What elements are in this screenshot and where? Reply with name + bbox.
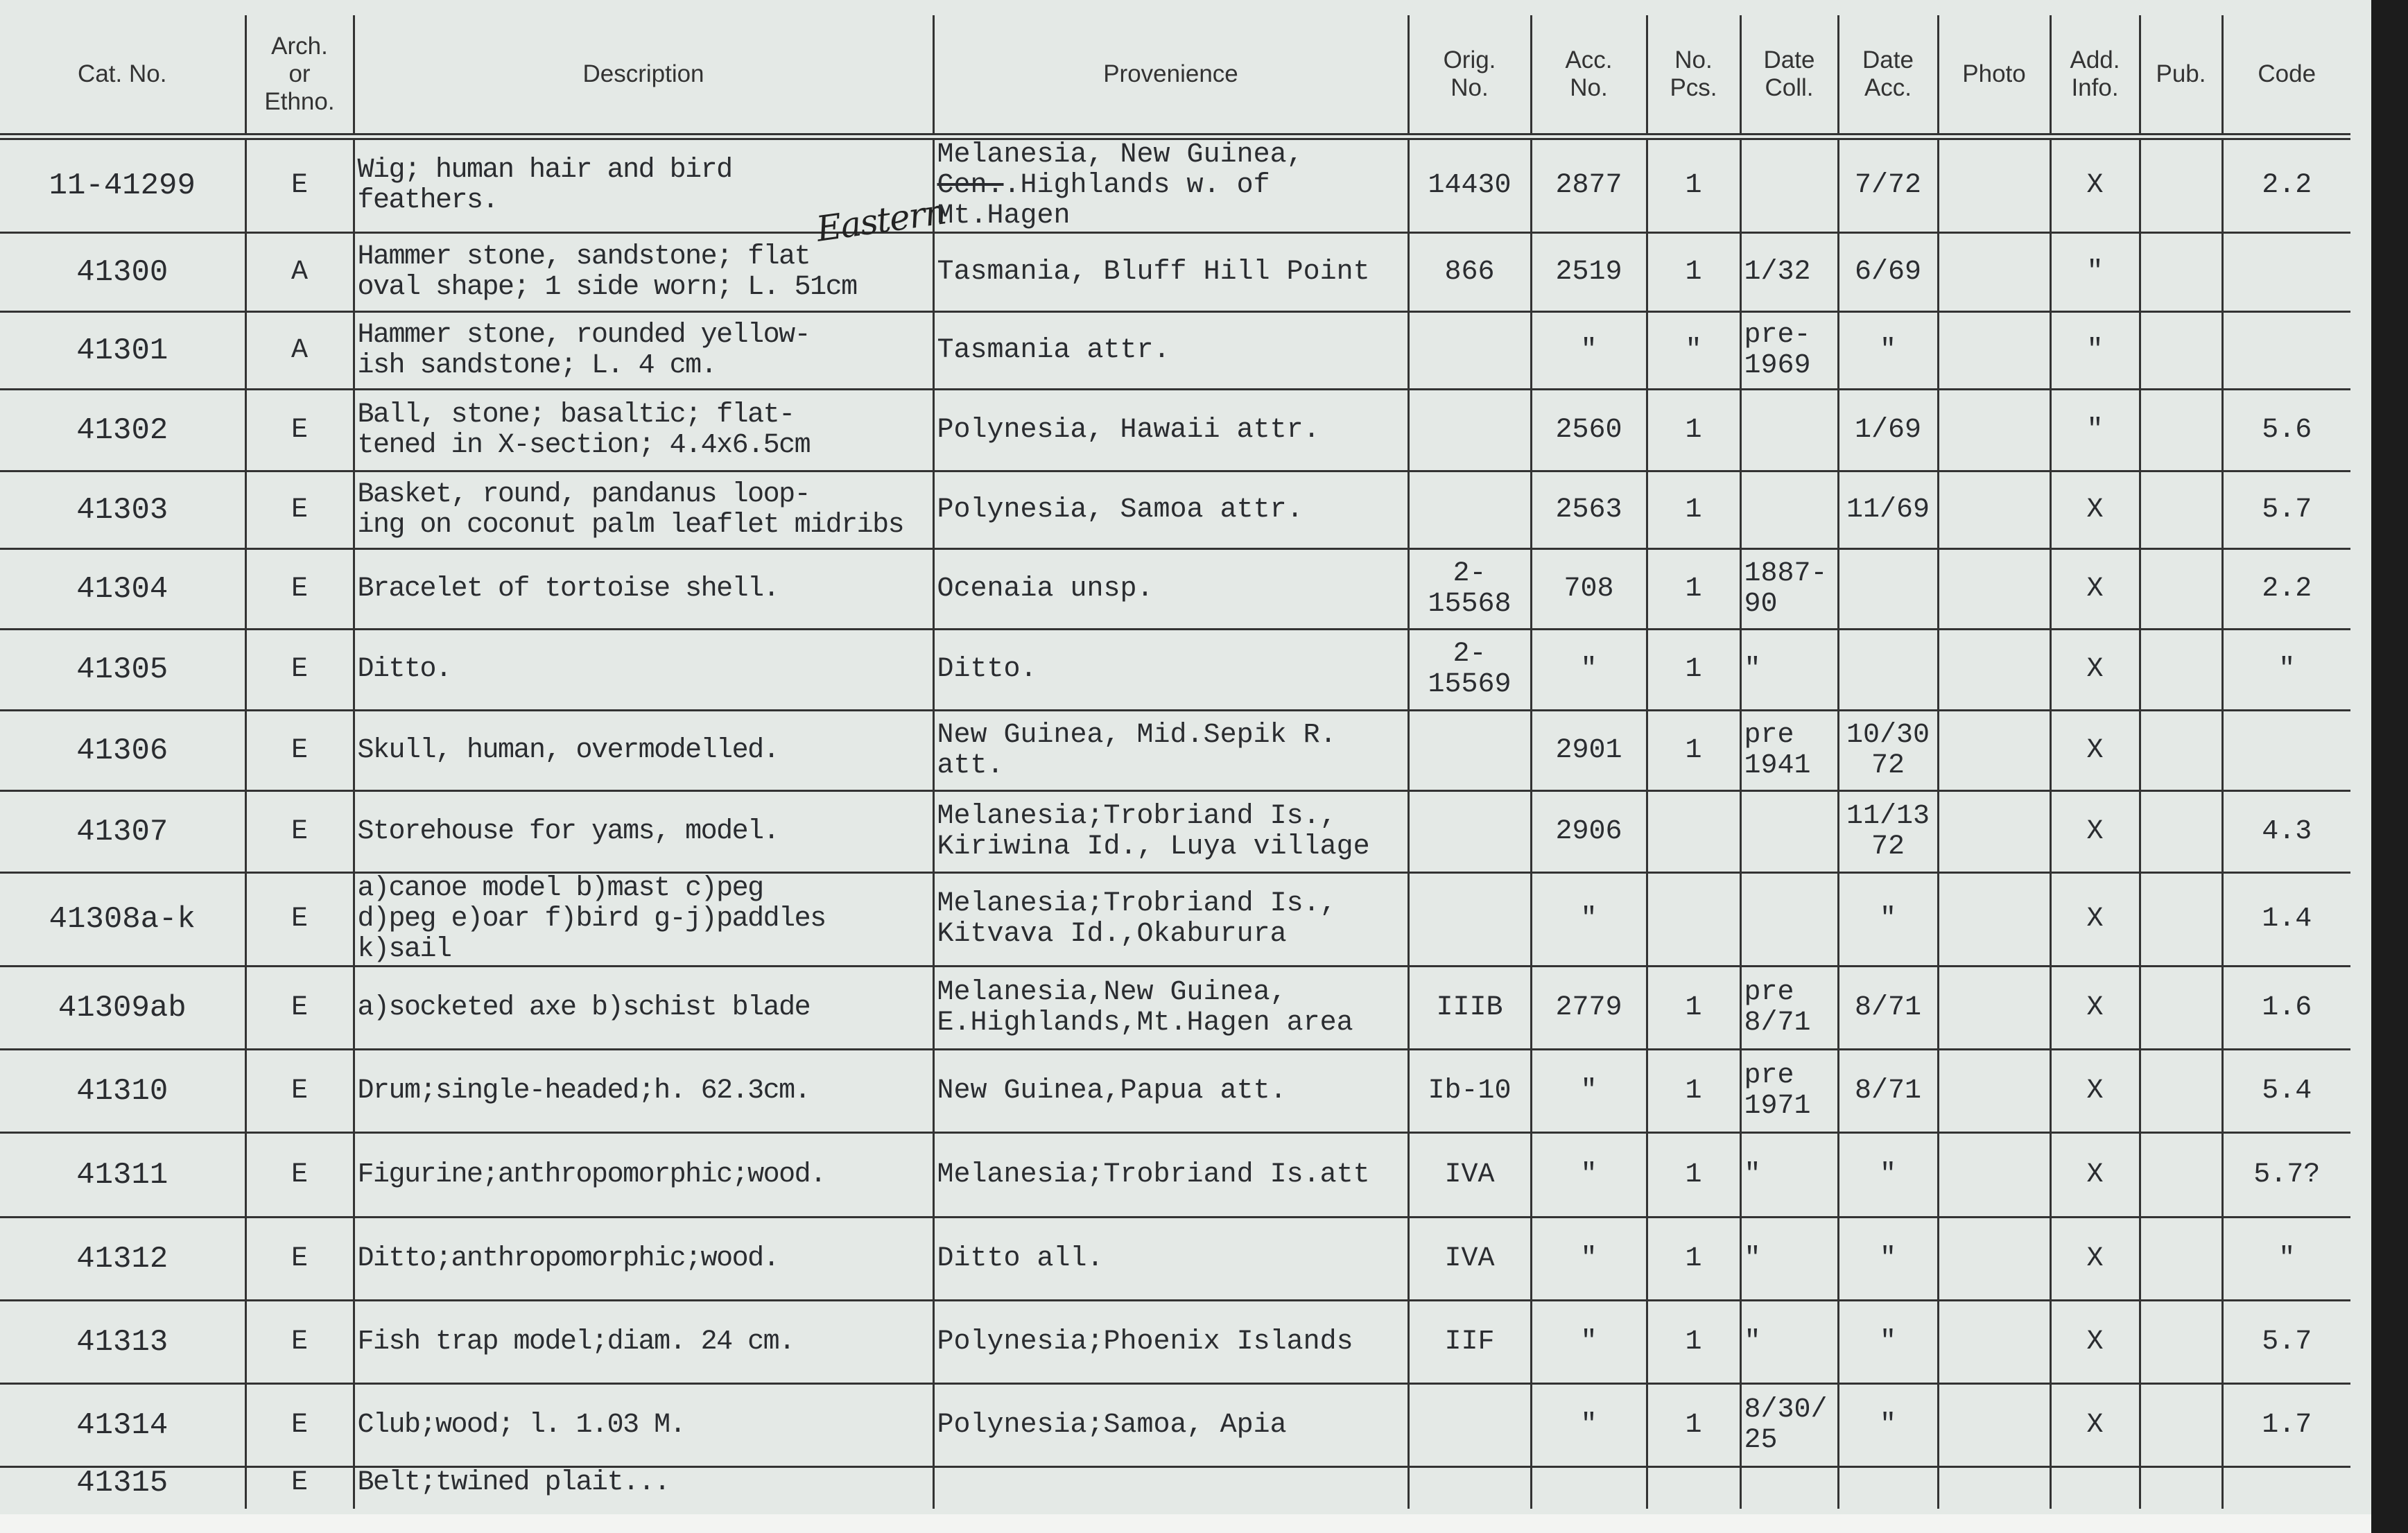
- cell-arch-ethno: E: [245, 1384, 354, 1467]
- cell-cat-no: 41303: [0, 471, 245, 549]
- cell-acc-no: ": [1531, 1218, 1647, 1301]
- cell-arch-ethno: E: [245, 711, 354, 791]
- header-pub: Pub.: [2140, 15, 2222, 137]
- cell-date-coll: pre 1941: [1740, 711, 1838, 791]
- table-row: [0, 967, 2350, 1050]
- cell-orig-no: 14430: [1408, 137, 1531, 233]
- cell-no-pcs: 1: [1647, 1133, 1740, 1218]
- cell-provenience: Polynesia;Samoa, Apia: [933, 1384, 1408, 1467]
- cell-orig-no: [1408, 390, 1531, 471]
- cell-orig-no: [1408, 471, 1531, 549]
- cell-pub: [2140, 137, 2222, 233]
- cell-no-pcs: 1: [1647, 630, 1740, 711]
- cell-no-pcs: 1: [1647, 1050, 1740, 1133]
- table-row: [0, 873, 2350, 967]
- cell-date-acc: 7/72: [1838, 137, 1938, 233]
- cell-photo: [1938, 711, 2050, 791]
- cell-photo: [1938, 873, 2050, 967]
- cell-date-coll: [1740, 137, 1838, 233]
- cell-cat-no: 41313: [0, 1301, 245, 1384]
- header-arch-ethno: Arch. or Ethno.: [245, 15, 354, 137]
- cell-description: a)socketed axe b)schist blade: [354, 967, 933, 1050]
- cell-date-coll: [1740, 471, 1838, 549]
- cell-arch-ethno: E: [245, 1050, 354, 1133]
- cell-cat-no: 41311: [0, 1133, 245, 1218]
- cell-pub: [2140, 471, 2222, 549]
- cell-pub: [2140, 967, 2222, 1050]
- cell-pub: [2140, 630, 2222, 711]
- cell-pub: [2140, 390, 2222, 471]
- header-orig-no: Orig. No.: [1408, 15, 1531, 137]
- cell-arch-ethno: E: [245, 137, 354, 233]
- cell-date-coll: [1740, 390, 1838, 471]
- cell-arch-ethno: E: [245, 1218, 354, 1301]
- cell-description: Ditto;anthropomorphic;wood.: [354, 1218, 933, 1301]
- cell-add-info: ": [2050, 312, 2140, 390]
- cell-cat-no: 41302: [0, 390, 245, 471]
- cell-date-acc: 11/13 72: [1838, 791, 1938, 873]
- cell-photo: [1938, 549, 2050, 630]
- cell-pub: [2140, 1218, 2222, 1301]
- cell-provenience: Polynesia, Samoa attr.: [933, 471, 1408, 549]
- cell-provenience: [933, 1467, 1408, 1509]
- cell-orig-no: 866: [1408, 233, 1531, 312]
- cell-pub: [2140, 1467, 2222, 1509]
- header-add-info: Add. Info.: [2050, 15, 2140, 137]
- cell-code: 1.7: [2222, 1384, 2350, 1467]
- cell-date-coll: 1/32: [1740, 233, 1838, 312]
- cell-date-acc: 10/30 72: [1838, 711, 1938, 791]
- cell-no-pcs: 1: [1647, 390, 1740, 471]
- prov-line1: Melanesia, New Guinea,: [937, 139, 1303, 171]
- cell-acc-no: 2901: [1531, 711, 1647, 791]
- cell-code: 5.4: [2222, 1050, 2350, 1133]
- cell-no-pcs: 1: [1647, 1301, 1740, 1384]
- cell-orig-no: [1408, 873, 1531, 967]
- table-row: [0, 791, 2350, 873]
- cell-arch-ethno: A: [245, 312, 354, 390]
- cell-acc-no: ": [1531, 873, 1647, 967]
- cell-acc-no: [1531, 1467, 1647, 1509]
- cell-description: Basket, round, pandanus loop- ing on coconut palm leaflet midribs: [354, 471, 933, 549]
- table-row: [0, 549, 2350, 630]
- header-acc-no: Acc. No.: [1531, 15, 1647, 137]
- cell-acc-no: ": [1531, 630, 1647, 711]
- table-row: [0, 1467, 2350, 1509]
- cell-orig-no: IVA: [1408, 1133, 1531, 1218]
- cell-code: 1.6: [2222, 967, 2350, 1050]
- cell-cat-no: 41307: [0, 791, 245, 873]
- cell-add-info: X: [2050, 471, 2140, 549]
- cell-acc-no: 2560: [1531, 390, 1647, 471]
- cell-provenience: Melanesia,New Guinea, E.Highlands,Mt.Hagen area: [933, 967, 1408, 1050]
- cell-date-coll: pre- 1969: [1740, 312, 1838, 390]
- cell-cat-no: 41308a-k: [0, 873, 245, 967]
- cell-code: 2.2: [2222, 549, 2350, 630]
- cell-date-acc: 6/69: [1838, 233, 1938, 312]
- cell-description: Hammer stone, sandstone; flat oval shape; 1 side worn; L. 51cm: [354, 233, 933, 312]
- cell-pub: [2140, 312, 2222, 390]
- cell-description: Hammer stone, rounded yellow- ish sandstone; L. 4 cm.: [354, 312, 933, 390]
- cell-cat-no: 41309ab: [0, 967, 245, 1050]
- cell-photo: [1938, 791, 2050, 873]
- cell-no-pcs: 1: [1647, 137, 1740, 233]
- cell-add-info: X: [2050, 1301, 2140, 1384]
- cell-date-coll: ": [1740, 630, 1838, 711]
- cell-provenience: New Guinea, Mid.Sepik R. att.: [933, 711, 1408, 791]
- cell-description: Storehouse for yams, model.: [354, 791, 933, 873]
- cell-provenience: Tasmania attr.: [933, 312, 1408, 390]
- cell-code: ": [2222, 1218, 2350, 1301]
- cell-date-acc: ": [1838, 873, 1938, 967]
- cell-pub: [2140, 1301, 2222, 1384]
- cell-photo: [1938, 233, 2050, 312]
- paper-below: [0, 1514, 2371, 1533]
- cell-code: 4.3: [2222, 791, 2350, 873]
- header-provenience: Provenience: [933, 15, 1408, 137]
- handwritten-annotation: Eastern: [814, 191, 949, 250]
- cell-add-info: ": [2050, 390, 2140, 471]
- cell-arch-ethno: A: [245, 233, 354, 312]
- cell-date-coll: ": [1740, 1133, 1838, 1218]
- cell-provenience: Polynesia, Hawaii attr.: [933, 390, 1408, 471]
- cell-no-pcs: [1647, 1467, 1740, 1509]
- cell-acc-no: 2519: [1531, 233, 1647, 312]
- cell-add-info: X: [2050, 137, 2140, 233]
- cell-description: Ditto.: [354, 630, 933, 711]
- cell-date-acc: 8/71: [1838, 1050, 1938, 1133]
- cell-date-coll: [1740, 1467, 1838, 1509]
- cell-date-coll: [1740, 791, 1838, 873]
- cell-arch-ethno: E: [245, 1133, 354, 1218]
- cell-photo: [1938, 1384, 2050, 1467]
- cell-pub: [2140, 549, 2222, 630]
- cell-pub: [2140, 873, 2222, 967]
- cell-description: [354, 137, 949, 250]
- cell-add-info: X: [2050, 1218, 2140, 1301]
- cell-code: [2222, 1467, 2350, 1509]
- header-date-acc: Date Acc.: [1838, 15, 1938, 137]
- cell-no-pcs: [1647, 791, 1740, 873]
- cell-provenience: Melanesia;Trobriand Is., Kitvava Id.,Okaburura: [933, 873, 1408, 967]
- cell-cat-no: 41301: [0, 312, 245, 390]
- prov-line2: .Highlands w. of Mt.Hagen: [937, 170, 1270, 232]
- cell-no-pcs: 1: [1647, 967, 1740, 1050]
- cell-date-acc: ": [1838, 1301, 1938, 1384]
- cell-photo: [1938, 312, 2050, 390]
- cell-add-info: X: [2050, 1384, 2140, 1467]
- cell-cat-no: 41315: [76, 1466, 168, 1500]
- cell-provenience: New Guinea,Papua att.: [933, 1050, 1408, 1133]
- cell-description: Bracelet of tortoise shell.: [354, 549, 933, 630]
- cell-code: 2.2: [2222, 137, 2350, 233]
- cell-photo: [1938, 630, 2050, 711]
- cell-photo: [1938, 1050, 2050, 1133]
- cell-cat-no: 41312: [0, 1218, 245, 1301]
- cell-acc-no: ": [1531, 1050, 1647, 1133]
- cell-arch-ethno: E: [245, 967, 354, 1050]
- cell-cat-no: 41306: [0, 711, 245, 791]
- cell-pub: [2140, 791, 2222, 873]
- cell-pub: [2140, 1050, 2222, 1133]
- header-no-pcs: No. Pcs.: [1647, 15, 1740, 137]
- cell-add-info: X: [2050, 1050, 2140, 1133]
- cell-acc-no: ": [1531, 1301, 1647, 1384]
- cell-pub: [2140, 711, 2222, 791]
- scan-edge: [2371, 0, 2408, 1533]
- cell-no-pcs: 1: [1647, 1218, 1740, 1301]
- table-row: [0, 630, 2350, 711]
- cell-provenience: Ditto.: [933, 630, 1408, 711]
- cell-date-coll: 8/30/ 25: [1740, 1384, 1838, 1467]
- table-row: [0, 471, 2350, 549]
- cell-photo: [1938, 1301, 2050, 1384]
- cell-date-coll: ": [1740, 1301, 1838, 1384]
- cell-orig-no: IIF: [1408, 1301, 1531, 1384]
- cell-add-info: [2050, 1467, 2140, 1509]
- cell-provenience: Melanesia;Trobriand Is.att: [933, 1133, 1408, 1218]
- cell-orig-no: IVA: [1408, 1218, 1531, 1301]
- cell-orig-no: IIIB: [1408, 967, 1531, 1050]
- cell-no-pcs: 1: [1647, 711, 1740, 791]
- cell-add-info: X: [2050, 1133, 2140, 1218]
- cell-orig-no: Ib-10: [1408, 1050, 1531, 1133]
- cell-acc-no: ": [1531, 312, 1647, 390]
- cell-pub: [2140, 1133, 2222, 1218]
- table-row: [0, 233, 2350, 312]
- cell-no-pcs: 1: [1647, 233, 1740, 312]
- cell-orig-no: [1408, 711, 1531, 791]
- table-row: [0, 1133, 2350, 1218]
- cell-arch-ethno: E: [245, 630, 354, 711]
- cell-acc-no: 2877: [1531, 137, 1647, 233]
- cell-orig-no: [1408, 1467, 1531, 1509]
- cell-orig-no: 2- 15569: [1408, 630, 1531, 711]
- cell-acc-no: ": [1531, 1384, 1647, 1467]
- cell-description: Skull, human, overmodelled.: [354, 711, 933, 791]
- header-description: Description: [354, 15, 933, 137]
- cell-acc-no: 708: [1531, 549, 1647, 630]
- cell-acc-no: 2906: [1531, 791, 1647, 873]
- cell-provenience: Tasmania, Bluff Hill Point: [933, 233, 1408, 312]
- cell-description: Belt;twined plait...: [354, 1467, 933, 1509]
- cell-date-acc: ": [1838, 312, 1938, 390]
- cell-code: [2222, 711, 2350, 791]
- cell-arch-ethno: E: [245, 873, 354, 967]
- cell-add-info: X: [2050, 549, 2140, 630]
- cell-arch-ethno: E: [245, 791, 354, 873]
- cell-date-acc: ": [1838, 1218, 1938, 1301]
- table-row: [0, 137, 2350, 233]
- cell-orig-no: [1408, 1384, 1531, 1467]
- cell-no-pcs: 1: [1647, 549, 1740, 630]
- table-row: [0, 1218, 2350, 1301]
- table-header-row: [0, 15, 2350, 137]
- cell-add-info: ": [2050, 233, 2140, 312]
- cell-date-acc: [1838, 630, 1938, 711]
- table-row: [0, 1301, 2350, 1384]
- cell-arch-ethno: E: [245, 549, 354, 630]
- catalog-table: [0, 15, 2350, 1509]
- cell-description: a)canoe model b)mast c)peg d)peg e)oar f)bird g-j)paddles k)sail: [354, 873, 933, 967]
- cell-orig-no: [1408, 312, 1531, 390]
- cell-provenience: Polynesia;Phoenix Islands: [933, 1301, 1408, 1384]
- header-cat-no: Cat. No.: [78, 60, 167, 87]
- cell-pub: [2140, 1384, 2222, 1467]
- cell-code: [2222, 312, 2350, 390]
- cell-date-acc: ": [1838, 1384, 1938, 1467]
- cell-date-acc: 1/69: [1838, 390, 1938, 471]
- cell-acc-no: 2563: [1531, 471, 1647, 549]
- header-code: Code: [2222, 15, 2350, 137]
- cell-date-acc: [1838, 549, 1938, 630]
- cell-code: 1.4: [2222, 873, 2350, 967]
- cell-code: ": [2222, 630, 2350, 711]
- cell-photo: [1938, 967, 2050, 1050]
- cell-add-info: X: [2050, 791, 2140, 873]
- cell-cat-no: 41304: [0, 549, 245, 630]
- cell-no-pcs: 1: [1647, 471, 1740, 549]
- cell-no-pcs: ": [1647, 312, 1740, 390]
- cell-photo: [1938, 1218, 2050, 1301]
- cell-description: Figurine;anthropomorphic;wood.: [354, 1133, 933, 1218]
- cell-photo: [1938, 1467, 2050, 1509]
- cell-arch-ethno: E: [245, 471, 354, 549]
- cell-code: 5.7?: [2222, 1133, 2350, 1218]
- cell-no-pcs: [1647, 873, 1740, 967]
- cell-photo: [1938, 471, 2050, 549]
- cell-date-coll: pre 1971: [1740, 1050, 1838, 1133]
- cell-photo: [1938, 1133, 2050, 1218]
- cell-description: Club;wood; l. 1.03 M.: [354, 1384, 933, 1467]
- cell-description: Drum;single-headed;h. 62.3cm.: [354, 1050, 933, 1133]
- cell-cat-no: 41310: [0, 1050, 245, 1133]
- cell-arch-ethno: E: [245, 1301, 354, 1384]
- cell-add-info: X: [2050, 873, 2140, 967]
- cell-add-info: X: [2050, 967, 2140, 1050]
- cell-provenience: Melanesia;Trobriand Is., Kiriwina Id., Luya village: [933, 791, 1408, 873]
- table-row: [0, 390, 2350, 471]
- struck-text: Cen.: [937, 170, 1004, 201]
- cell-code: 5.7: [2222, 471, 2350, 549]
- cell-date-coll: pre 8/71: [1740, 967, 1838, 1050]
- cell-provenience: [933, 137, 1408, 233]
- cell-date-acc: [1838, 1467, 1938, 1509]
- cell-date-coll: [1740, 873, 1838, 967]
- table-row: [0, 1384, 2350, 1467]
- cell-date-coll: 1887- 90: [1740, 549, 1838, 630]
- cell-provenience: Ditto all.: [933, 1218, 1408, 1301]
- cell-orig-no: 2- 15568: [1408, 549, 1531, 630]
- header-date-coll: Date Coll.: [1740, 15, 1838, 137]
- cell-provenience: Ocenaia unsp.: [933, 549, 1408, 630]
- cell-date-acc: 8/71: [1838, 967, 1938, 1050]
- cell-acc-no: ": [1531, 1133, 1647, 1218]
- cell-cat-no: 41305: [0, 630, 245, 711]
- cell-code: 5.6: [2222, 390, 2350, 471]
- cell-date-acc: ": [1838, 1133, 1938, 1218]
- cell-pub: [2140, 233, 2222, 312]
- cell-description: Ball, stone; basaltic; flat- tened in X-section; 4.4x6.5cm: [354, 390, 933, 471]
- table-row: [0, 711, 2350, 791]
- cell-date-acc: 11/69: [1838, 471, 1938, 549]
- table-row: [0, 312, 2350, 390]
- cell-code: 5.7: [2222, 1301, 2350, 1384]
- cell-cat-no: 11-41299: [0, 137, 245, 233]
- cell-photo: [1938, 390, 2050, 471]
- cell-no-pcs: 1: [1647, 1384, 1740, 1467]
- cell-arch-ethno: E: [245, 1467, 354, 1509]
- cell-code: [2222, 233, 2350, 312]
- cell-cat-no: 41314: [0, 1384, 245, 1467]
- cell-add-info: X: [2050, 711, 2140, 791]
- cell-orig-no: [1408, 791, 1531, 873]
- cell-description: Fish trap model;diam. 24 cm.: [354, 1301, 933, 1384]
- cell-add-info: X: [2050, 630, 2140, 711]
- table-row: [0, 1050, 2350, 1133]
- cell-photo: [1938, 137, 2050, 233]
- header-photo: Photo: [1938, 15, 2050, 137]
- cell-date-coll: ": [1740, 1218, 1838, 1301]
- cell-arch-ethno: E: [245, 390, 354, 471]
- desc-text: Wig; human hair and bird feathers.: [357, 155, 732, 216]
- cell-acc-no: 2779: [1531, 967, 1647, 1050]
- cell-cat-no: 41300: [0, 233, 245, 312]
